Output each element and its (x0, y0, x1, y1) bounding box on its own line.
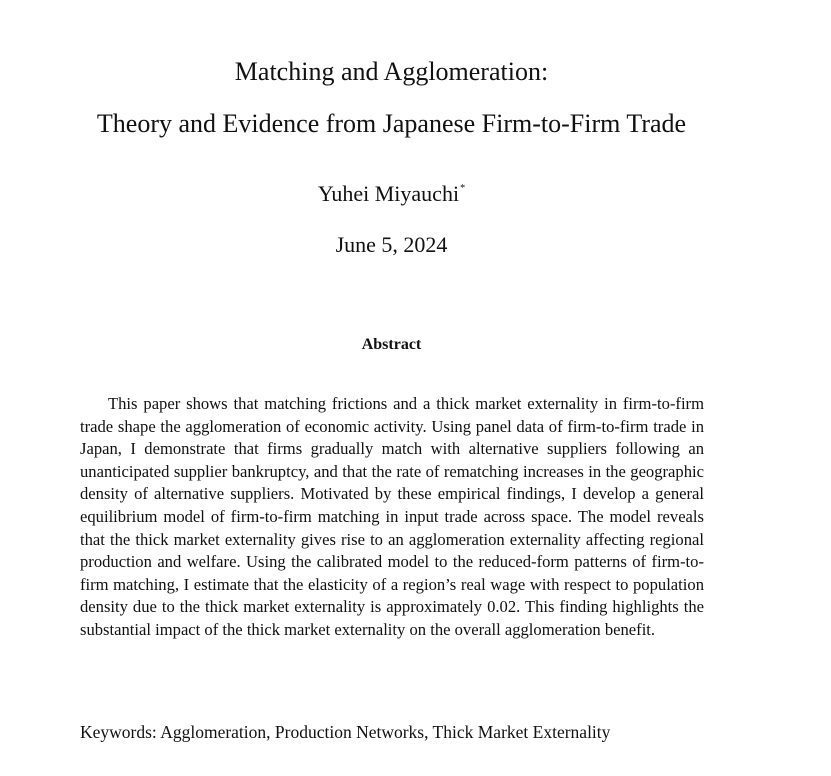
paper-title-line-2: Theory and Evidence from Japanese Firm-to-Firm Trade (96, 109, 687, 138)
author-name: Yuhei Miyauchi (317, 181, 460, 206)
author-footnote-mark[interactable]: * (460, 183, 466, 194)
abstract-heading: Abstract (361, 336, 422, 353)
keywords: Keywords: Agglomeration, Production Networks, Thick Market Externality (80, 722, 611, 742)
abstract-body: This paper shows that matching frictions and a thick market externality in firm-to-firm trade shape the agglomeration of economic activity. Using panel data of firm-to-firm trade in Japan, I demonstrate that firms gradually match with alternative suppliers following an unanticipated supplier bankruptcy, and that the rate of rematching increases in the geographic density of alternative suppliers. Motivated by these empirical findings, I develop a general equilibrium model of firm-to-firm matching in input trade across space. The model reveals that the thick market externality gives rise to an agglomeration externality affecting regional production and welfare. Using the calibrated model to the reduced-form patterns of firm-to-firm matching, I estimate that the elasticity of a region’s real wage with respect to population density due to the thick market externality is approximately 0.02. This finding highlights the substantial impact of the thick market externality on the overall agglomeration benefit. (80, 394, 704, 639)
paper-title-line-1: Matching and Agglomeration: (234, 57, 549, 86)
author (0, 181, 783, 207)
publication-date: June 5, 2024 (335, 232, 448, 257)
